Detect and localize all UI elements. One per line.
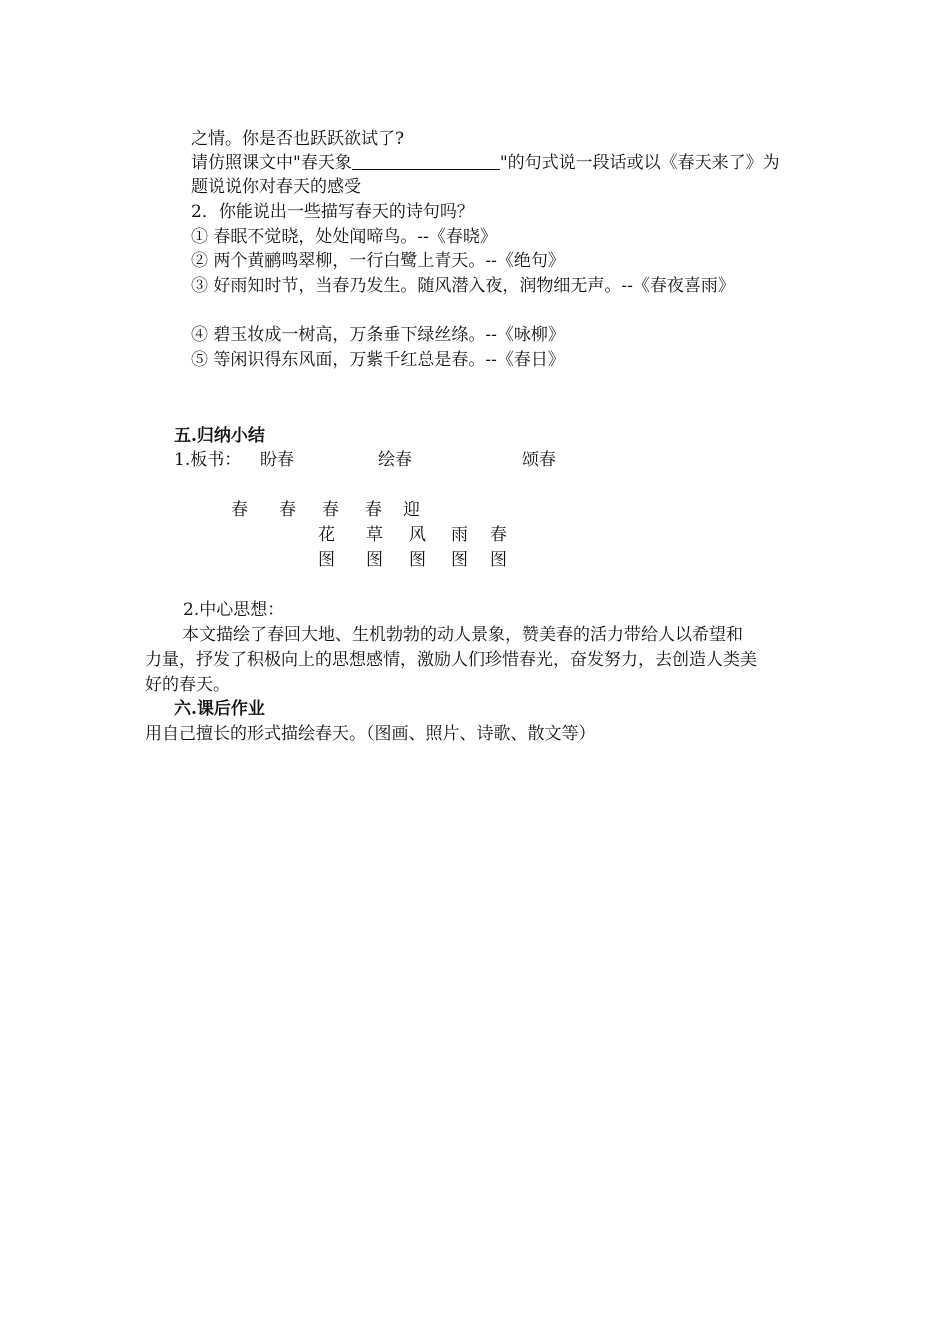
- board-label: 1.板书：: [174, 450, 242, 470]
- board-col-3: 颂春: [522, 450, 556, 470]
- board-char: 迎: [403, 500, 420, 520]
- homework-text: 用自己擅长的形式描绘春天。（图画、照片、诗歌、散文等）: [145, 724, 596, 744]
- board-char: 春: [365, 500, 382, 520]
- intro-line-3: 题说说你对春天的感受: [191, 177, 361, 197]
- poem-question: 2．你能说出一些描写春天的诗句吗？: [191, 202, 474, 222]
- central-idea-line-1: 本文描绘了春回大地、生机勃勃的动人景象，赞美春的活力带给人以希望和: [182, 625, 743, 645]
- board-char: 春: [279, 500, 296, 520]
- board-char: 风: [409, 525, 426, 545]
- board-char: 图: [366, 550, 383, 570]
- board-col-2: 绘春: [378, 450, 412, 470]
- board-col-1: 盼春: [260, 450, 294, 470]
- board-char: 图: [318, 550, 335, 570]
- central-idea-line-2: 力量，抒发了积极向上的思想感情，激励人们珍惜春光，奋发努力，去创造人类美: [145, 650, 757, 670]
- intro-line-1: 之情。你是否也跃跃欲试了?: [191, 129, 405, 149]
- board-char: 图: [409, 550, 426, 570]
- poem-item: ⑤ 等闲识得东风面，万紫千红总是春。--《春日》: [191, 350, 565, 370]
- intro-line-2-post: "的句式说一段话或以《春天来了》为: [499, 153, 780, 173]
- board-char: 雨: [451, 525, 468, 545]
- board-char: 春: [490, 525, 507, 545]
- poem-item: ③ 好雨知时节，当春乃发生。随风潜入夜，润物细无声。--《春夜喜雨》: [191, 276, 735, 296]
- board-char: 图: [451, 550, 468, 570]
- board-char: 春: [231, 500, 248, 520]
- board-char: 草: [366, 525, 383, 545]
- board-char: 图: [490, 550, 507, 570]
- poem-item: ④ 碧玉妆成一树高，万条垂下绿丝绦。--《咏柳》: [191, 325, 565, 345]
- summary-heading: 五.归纳小结: [174, 426, 265, 446]
- intro-line-2: [191, 151, 780, 175]
- board-char: 春: [322, 500, 339, 520]
- homework-heading: 六.课后作业: [174, 699, 265, 719]
- poem-item: ② 两个黄鹂鸣翠柳，一行白鹭上青天。--《绝句》: [191, 251, 565, 271]
- central-idea-line-3: 好的春天。: [145, 675, 230, 695]
- intro-line-2-pre: 请仿照课文中"春天象: [191, 153, 352, 173]
- poem-item: ① 春眠不觉晓，处处闻啼鸟。--《春晓》: [191, 227, 497, 247]
- fill-blank: [352, 151, 500, 170]
- board-char: 花: [318, 525, 335, 545]
- central-idea-label: 2.中心思想：: [183, 600, 285, 620]
